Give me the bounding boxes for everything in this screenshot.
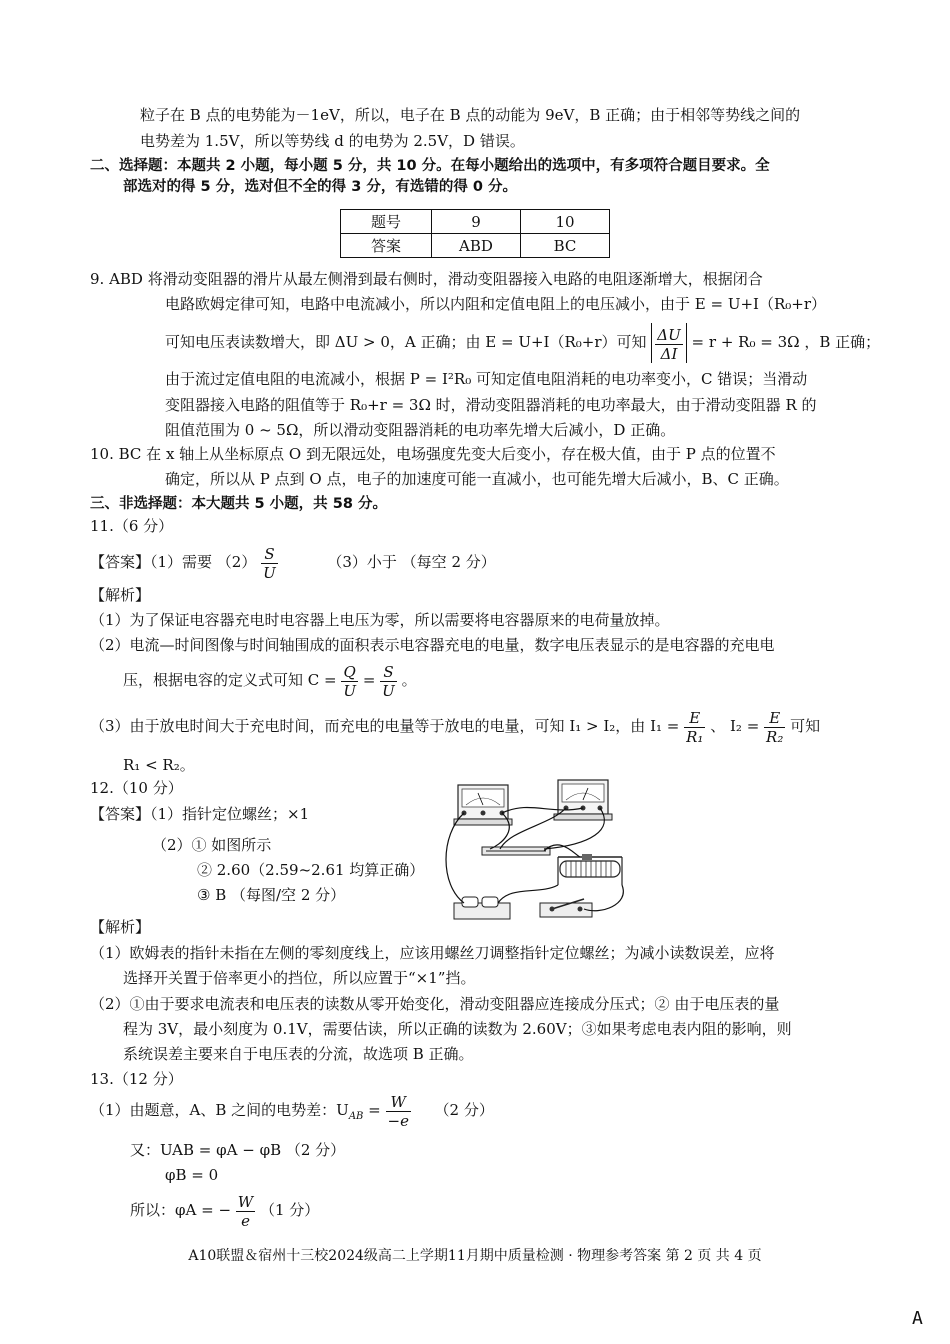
question-number: 13.（12 分） bbox=[90, 1070, 183, 1088]
page-footer: A10联盟＆宿州十三校2024级高二上学期11月期中质量检测 · 物理参考答案 第 2 页 共 4 页 bbox=[188, 1248, 762, 1264]
question-number: 11.（6 分） bbox=[90, 517, 174, 535]
answer-table bbox=[340, 209, 610, 258]
table-cell: 题号 bbox=[341, 210, 432, 234]
text-line: 又：UAB = φA − φB （2 分） bbox=[130, 1141, 346, 1159]
corner-mark: A bbox=[912, 1308, 923, 1329]
switch-icon bbox=[540, 899, 592, 917]
fraction bbox=[380, 663, 397, 700]
fraction-denominator: U bbox=[343, 681, 357, 700]
rheostat-icon bbox=[558, 854, 622, 885]
text-line: 确定，所以从 P 点到 O 点，电子的加速度可能一直减小，也可能先增大后减小，B、C 正确。 bbox=[165, 470, 789, 488]
abs-expression bbox=[651, 323, 686, 363]
section-heading: 部选对的得 5 分，选对但不全的得 3 分，有选错的得 0 分。 bbox=[123, 179, 518, 195]
text-fragment: 。 bbox=[401, 671, 417, 689]
table-cell: 10 bbox=[521, 210, 610, 234]
text-line: R₁ < R₂。 bbox=[123, 756, 195, 774]
fraction bbox=[655, 326, 682, 363]
fraction-numerator: E bbox=[684, 709, 705, 728]
text-line: 选择开关置于倍率更小的挡位，所以应置于“×1”挡。 bbox=[123, 969, 476, 987]
text-line bbox=[130, 1190, 319, 1230]
subscript: AB bbox=[348, 1111, 364, 1122]
ammeter-icon bbox=[454, 785, 512, 825]
text-fragment: 【答案】（1）需要 （2） bbox=[90, 553, 257, 571]
fraction-numerator: S bbox=[380, 663, 397, 682]
fraction bbox=[764, 709, 785, 746]
text-line: （2）① 如图所示 bbox=[152, 836, 272, 854]
table-cell: 9 bbox=[432, 210, 521, 234]
fraction bbox=[386, 1093, 411, 1130]
fraction-numerator: W bbox=[237, 1192, 254, 1211]
text-line: 粒子在 B 点的电势能为－1eV，所以，电子在 B 点的动能为 9eV，B 正确；由于相邻等势线之间的 bbox=[140, 106, 801, 124]
fraction-denominator: R₂ bbox=[766, 727, 784, 746]
fraction bbox=[341, 663, 358, 700]
fraction-denominator: U bbox=[382, 681, 395, 700]
text-line: （1）由题意，A、B 之间的电势差：$U_{AB}$ = $\frac{W}{-e}$ （2 分） bbox=[90, 1092, 494, 1130]
text-fragment: （3）由于放电时间大于充电时间，而充电的电量等于放电的电量，可知 I₁ > I₂，由 I₁ = bbox=[90, 717, 680, 735]
question-number: 12.（10 分） bbox=[90, 779, 183, 797]
text-fragment: （1 分） bbox=[260, 1201, 320, 1219]
text-line: 电势差为 1.5V，所以等势线 d 的电势为 2.5V，D 错误。 bbox=[140, 132, 525, 150]
text-line: （2）电流—时间图像与时间轴围成的面积表示电容器充电的电量，数字电压表显示的是电容器的充电电 bbox=[90, 636, 775, 654]
fraction-denominator: R₁ bbox=[686, 727, 704, 746]
text-line: 【答案】（1）指针定位螺丝；×1 bbox=[90, 805, 310, 823]
text-line: 电路欧姆定律可知，电路中电流减小，所以内阻和定值电阻上的电压减小，由于 E = U+I（R₀+r） bbox=[165, 295, 827, 313]
text-line bbox=[165, 322, 880, 363]
text-fragment: 压，根据电容的定义式可知 C = bbox=[123, 671, 337, 689]
fraction-numerator: W bbox=[386, 1093, 411, 1112]
fraction-denominator: ΔI bbox=[660, 344, 678, 363]
text-line: ② 2.60（2.59~2.61 均算正确） bbox=[197, 861, 425, 879]
battery-icon bbox=[454, 897, 510, 919]
text-line bbox=[90, 542, 496, 582]
section-heading: 二、选择题：本题共 2 小题，每小题 5 分，共 10 分。在每小题给出的选项中，有多项符合题目要求。全 bbox=[90, 158, 770, 174]
text-fragment: 所以：φA = − bbox=[130, 1201, 232, 1219]
text-fragment: 、 I₂ = bbox=[710, 717, 760, 735]
text-line: （1）欧姆表的指针未指在左侧的零刻度线上，应该用螺丝刀调整指针定位螺丝；为减小读数误差，应将 bbox=[90, 944, 775, 962]
fraction bbox=[261, 545, 278, 582]
text-fragment: = r + R₀ = 3Ω ，B 正确； bbox=[691, 333, 881, 351]
fraction-numerator: ΔU bbox=[657, 325, 681, 344]
table-cell: ABD bbox=[432, 234, 521, 258]
fraction-numerator: S bbox=[261, 545, 278, 564]
fraction-numerator: E bbox=[764, 709, 785, 728]
text-fragment: 可知 bbox=[790, 717, 821, 735]
text-line: 系统误差主要来自于电压表的分流，故选项 B 正确。 bbox=[123, 1045, 474, 1063]
text-fragment: （3）小于 （每空 2 分） bbox=[327, 553, 496, 571]
table-cell: 答案 bbox=[341, 234, 432, 258]
text-fragment: 可知电压表读数增大，即 ΔU > 0，A 正确；由 E = U+I（R₀+r）可知 bbox=[165, 333, 647, 351]
text-fragment: （2 分） bbox=[434, 1101, 494, 1119]
label: 【解析】 bbox=[90, 586, 151, 604]
text-line: ③ B （每图/空 2 分） bbox=[197, 886, 346, 904]
text-line: 程为 3V，最小刻度为 0.1V，需要估读，所以正确的读数为 2.60V；③如果考虑电表内阻的影响，则 bbox=[123, 1020, 792, 1038]
text-line bbox=[90, 706, 820, 746]
text-line: φB = 0 bbox=[165, 1166, 219, 1184]
label: 【解析】 bbox=[90, 918, 151, 936]
text-line: 变阻器接入电路的阻值等于 R₀+r = 3Ω 时，滑动变阻器消耗的电功率最大，由于滑动变阻器 R 的 bbox=[165, 396, 817, 414]
text-fragment: （1）由题意，A、B 之间的电势差：U bbox=[90, 1101, 349, 1119]
fraction-denominator: e bbox=[241, 1211, 250, 1230]
text-line: （2）①由于要求电流表和电压表的读数从零开始变化，滑动变阻器应连接成分压式；② 由于电压表的量 bbox=[90, 995, 780, 1013]
fraction-numerator: Q bbox=[341, 663, 358, 682]
table-cell: BC bbox=[521, 234, 610, 258]
fraction-denominator: U bbox=[263, 563, 276, 582]
fraction bbox=[684, 709, 705, 746]
fraction-denominator: −e bbox=[387, 1111, 409, 1130]
circuit-diagram bbox=[440, 775, 660, 925]
fraction bbox=[236, 1193, 255, 1230]
text-line: 压，根据电容的定义式可知 C = $\frac{Q}{U}$ = $\frac{S}{U}$ 。 bbox=[123, 662, 417, 700]
section-heading: 三、非选择题：本大题共 5 小题，共 58 分。 bbox=[90, 496, 387, 512]
text-line: 由于流过定值电阻的电流减小，根据 P = I²R₀ 可知定值电阻消耗的电功率变小，C 错误；当滑动 bbox=[165, 370, 808, 388]
text-line: 10. BC 在 x 轴上从坐标原点 O 到无限远处，电场强度先变大后变小，存在极大值，由于 P 点的位置不 bbox=[90, 445, 776, 463]
text-line: （1）为了保证电容器充电时电容器上电压为零，所以需要将电容器原来的电荷量放掉。 bbox=[90, 611, 670, 629]
text-line: 阻值范围为 0 ~ 5Ω，所以滑动变阻器消耗的电功率先增大后减小，D 正确。 bbox=[165, 421, 676, 439]
text-line: 9. ABD 将滑动变阻器的滑片从最左侧滑到最右侧时，滑动变阻器接入电路的电阻逐渐增大，根据闭合 bbox=[90, 270, 763, 288]
